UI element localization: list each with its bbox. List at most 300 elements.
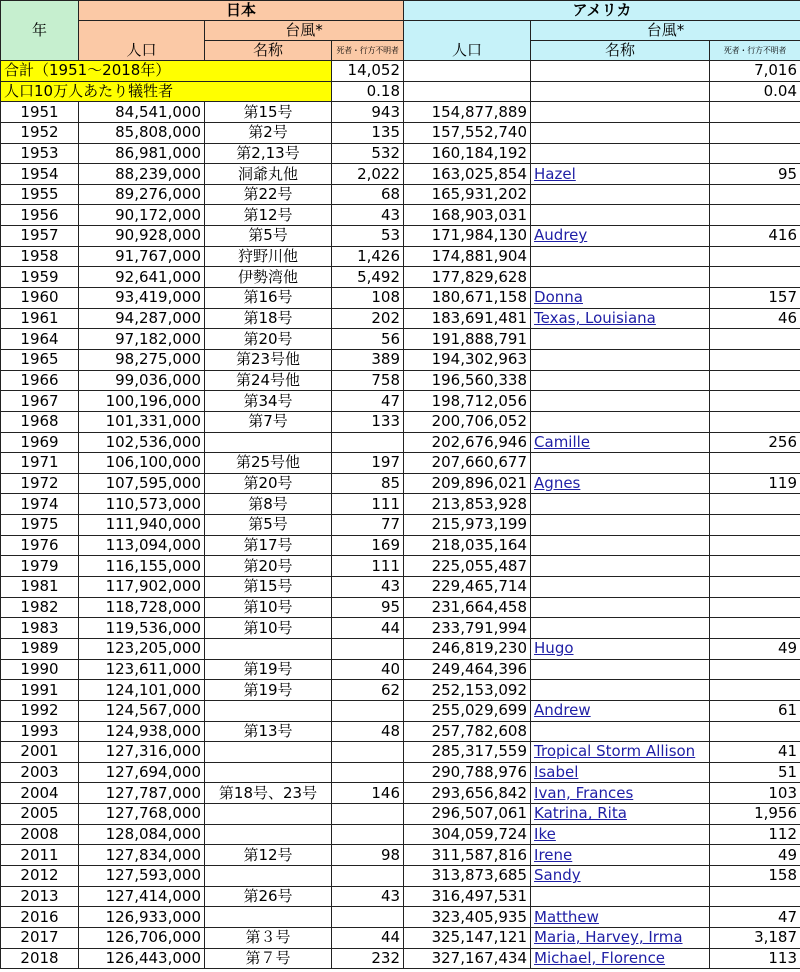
japan-casualties-cell: 1,426 bbox=[332, 246, 404, 267]
japan-casualties-cell bbox=[332, 742, 404, 763]
usa-population-cell: 202,676,946 bbox=[404, 432, 531, 453]
table-row bbox=[1, 638, 800, 659]
japan-typhoon-name-cell bbox=[205, 638, 332, 659]
japan-typhoon-name-cell: 第2号 bbox=[205, 122, 332, 143]
japan-typhoon-name-cell: 第34号 bbox=[205, 391, 332, 412]
japan-casualties-cell bbox=[332, 638, 404, 659]
usa-casualties-cell bbox=[710, 370, 800, 391]
year-cell: 1968 bbox=[1, 411, 79, 432]
usa-population-cell: 200,706,052 bbox=[404, 411, 531, 432]
japan-casualties-cell: 85 bbox=[332, 473, 404, 494]
japan-population-cell: 99,036,000 bbox=[79, 370, 205, 391]
table-row bbox=[1, 164, 800, 185]
japan-casualties-cell bbox=[332, 907, 404, 928]
table-row bbox=[1, 267, 800, 288]
year-cell: 1976 bbox=[1, 535, 79, 556]
japan-casualties-header: 死者・行方不明者 bbox=[332, 41, 404, 61]
usa-casualties-cell: 158 bbox=[710, 865, 800, 886]
table-row bbox=[1, 329, 800, 350]
total-usa-name-empty bbox=[531, 61, 710, 82]
japan-casualties-cell: 758 bbox=[332, 370, 404, 391]
usa-hurricane-name-cell bbox=[531, 391, 710, 412]
usa-hurricane-name-cell bbox=[531, 700, 710, 721]
japan-casualties-cell: 43 bbox=[332, 886, 404, 907]
usa-population-cell: 304,059,724 bbox=[404, 824, 531, 845]
japan-typhoon-name-cell bbox=[205, 804, 332, 825]
japan-typhoon-name-cell: 第24号他 bbox=[205, 370, 332, 391]
table-row bbox=[1, 700, 800, 721]
japan-population-cell: 124,567,000 bbox=[79, 700, 205, 721]
japan-population-cell: 93,419,000 bbox=[79, 288, 205, 309]
japan-population-cell: 123,205,000 bbox=[79, 638, 205, 659]
year-cell: 1967 bbox=[1, 391, 79, 412]
japan-population-cell: 118,728,000 bbox=[79, 597, 205, 618]
table-row bbox=[1, 102, 800, 123]
japan-casualties-cell: 68 bbox=[332, 184, 404, 205]
usa-population-cell: 246,819,230 bbox=[404, 638, 531, 659]
japan-typhoon-name-cell: 第18号 bbox=[205, 308, 332, 329]
usa-population-cell: 198,712,056 bbox=[404, 391, 531, 412]
hurricane-link[interactable]: Maria, Harvey, Irma bbox=[534, 928, 683, 947]
usa-casualties-cell bbox=[710, 494, 800, 515]
year-cell: 1974 bbox=[1, 494, 79, 515]
table-row bbox=[1, 226, 800, 247]
usa-hurricane-name-cell bbox=[531, 556, 710, 577]
usa-population-cell: 215,973,199 bbox=[404, 515, 531, 536]
table-row bbox=[1, 742, 800, 763]
usa-casualties-cell bbox=[710, 391, 800, 412]
japan-population-cell: 127,834,000 bbox=[79, 845, 205, 866]
japan-typhoon-name-cell bbox=[205, 742, 332, 763]
japan-population-cell: 106,100,000 bbox=[79, 453, 205, 474]
japan-population-cell: 90,172,000 bbox=[79, 205, 205, 226]
usa-population-cell: 290,788,976 bbox=[404, 762, 531, 783]
japan-casualties-cell: 47 bbox=[332, 391, 404, 412]
japan-typhoon-header: 台風* bbox=[205, 21, 404, 41]
usa-hurricane-name-cell bbox=[531, 122, 710, 143]
year-cell: 2001 bbox=[1, 742, 79, 763]
hurricane-link[interactable]: Tropical Storm Allison bbox=[534, 742, 696, 761]
hurricane-link[interactable]: Hazel bbox=[534, 164, 576, 183]
usa-population-cell: 296,507,061 bbox=[404, 804, 531, 825]
japan-typhoon-name-cell: 第12号 bbox=[205, 205, 332, 226]
japan-population-cell: 127,593,000 bbox=[79, 865, 205, 886]
japan-population-cell: 111,940,000 bbox=[79, 515, 205, 536]
usa-casualties-cell bbox=[710, 577, 800, 598]
japan-population-cell: 88,239,000 bbox=[79, 164, 205, 185]
japan-population-cell: 91,767,000 bbox=[79, 246, 205, 267]
table-row bbox=[1, 907, 800, 928]
table-row bbox=[1, 184, 800, 205]
year-cell: 1969 bbox=[1, 432, 79, 453]
usa-hurricane-header: 台風* bbox=[531, 21, 800, 41]
hurricane-link[interactable]: Ike bbox=[534, 825, 556, 844]
japan-typhoon-name-cell: 第25号他 bbox=[205, 453, 332, 474]
usa-hurricane-name-cell bbox=[531, 288, 710, 309]
usa-casualties-cell: 51 bbox=[710, 762, 800, 783]
year-cell: 2008 bbox=[1, 824, 79, 845]
usa-population-cell: 225,055,487 bbox=[404, 556, 531, 577]
usa-population-cell: 233,791,994 bbox=[404, 618, 531, 639]
japan-typhoon-name-cell: 第20号 bbox=[205, 473, 332, 494]
usa-casualties-cell: 157 bbox=[710, 288, 800, 309]
year-cell: 1971 bbox=[1, 453, 79, 474]
usa-casualties-cell: 61 bbox=[710, 700, 800, 721]
year-cell: 1959 bbox=[1, 267, 79, 288]
usa-casualties-cell bbox=[710, 329, 800, 350]
japan-typhoon-name-cell: 第7号 bbox=[205, 411, 332, 432]
japan-typhoon-name-cell: 第20号 bbox=[205, 556, 332, 577]
japan-typhoon-name-cell bbox=[205, 824, 332, 845]
year-cell: 1955 bbox=[1, 184, 79, 205]
usa-header: アメリカ bbox=[404, 1, 800, 21]
table-row bbox=[1, 143, 800, 164]
usa-casualties-cell bbox=[710, 618, 800, 639]
total-japan: 14,052 bbox=[332, 61, 404, 82]
japan-typhoon-name-cell: 第19号 bbox=[205, 659, 332, 680]
usa-population-cell: 231,664,458 bbox=[404, 597, 531, 618]
table-row bbox=[1, 948, 800, 969]
table-row bbox=[1, 556, 800, 577]
year-cell: 1953 bbox=[1, 143, 79, 164]
year-cell: 1952 bbox=[1, 122, 79, 143]
japan-population-cell: 119,536,000 bbox=[79, 618, 205, 639]
japan-casualties-cell: 53 bbox=[332, 226, 404, 247]
usa-hurricane-name-cell bbox=[531, 267, 710, 288]
usa-hurricane-name-cell bbox=[531, 102, 710, 123]
usa-population-cell: 213,853,928 bbox=[404, 494, 531, 515]
usa-casualties-cell bbox=[710, 453, 800, 474]
table-row bbox=[1, 659, 800, 680]
japan-casualties-cell: 943 bbox=[332, 102, 404, 123]
usa-population-cell: 311,587,816 bbox=[404, 845, 531, 866]
usa-hurricane-name-cell bbox=[531, 907, 710, 928]
usa-population-header: 人口 bbox=[404, 21, 531, 61]
usa-population-cell: 313,873,685 bbox=[404, 865, 531, 886]
japan-population-cell: 100,196,000 bbox=[79, 391, 205, 412]
table-row bbox=[1, 845, 800, 866]
japan-casualties-cell: 108 bbox=[332, 288, 404, 309]
usa-hurricane-name-cell bbox=[531, 226, 710, 247]
hurricane-link[interactable]: Katrina, Rita bbox=[534, 804, 627, 823]
usa-population-cell: 157,552,740 bbox=[404, 122, 531, 143]
usa-hurricane-name-cell bbox=[531, 762, 710, 783]
year-cell: 2013 bbox=[1, 886, 79, 907]
hurricane-link[interactable]: Donna bbox=[534, 288, 583, 307]
year-cell: 1981 bbox=[1, 577, 79, 598]
japan-population-cell: 84,541,000 bbox=[79, 102, 205, 123]
usa-hurricane-name-cell bbox=[531, 638, 710, 659]
usa-hurricane-name-cell bbox=[531, 721, 710, 742]
japan-name-header: 名称 bbox=[205, 41, 332, 61]
hurricane-link[interactable]: Texas, Louisiana bbox=[534, 309, 656, 327]
usa-population-cell: 207,660,677 bbox=[404, 453, 531, 474]
year-cell: 2018 bbox=[1, 948, 79, 969]
year-cell: 2016 bbox=[1, 907, 79, 928]
japan-population-cell: 85,808,000 bbox=[79, 122, 205, 143]
usa-hurricane-name-cell bbox=[531, 184, 710, 205]
usa-casualties-cell: 47 bbox=[710, 907, 800, 928]
year-cell: 1958 bbox=[1, 246, 79, 267]
japan-casualties-cell: 43 bbox=[332, 205, 404, 226]
year-cell: 2004 bbox=[1, 783, 79, 804]
japan-typhoon-name-cell: 第22号 bbox=[205, 184, 332, 205]
usa-casualties-cell bbox=[710, 246, 800, 267]
usa-hurricane-name-cell bbox=[531, 494, 710, 515]
japan-population-cell: 97,182,000 bbox=[79, 329, 205, 350]
usa-casualties-cell bbox=[710, 267, 800, 288]
japan-casualties-cell: 169 bbox=[332, 535, 404, 556]
usa-casualties-cell: 256 bbox=[710, 432, 800, 453]
hurricane-link[interactable]: Andrew bbox=[534, 701, 591, 720]
year-cell: 1966 bbox=[1, 370, 79, 391]
usa-hurricane-name-cell bbox=[531, 577, 710, 598]
table-row bbox=[1, 804, 800, 825]
hurricane-link[interactable]: Ivan, Frances bbox=[534, 783, 634, 802]
japan-casualties-cell bbox=[332, 432, 404, 453]
usa-casualties-cell: 41 bbox=[710, 742, 800, 763]
usa-casualties-cell: 3,187 bbox=[710, 927, 800, 948]
japan-population-cell: 126,933,000 bbox=[79, 907, 205, 928]
japan-population-cell: 127,694,000 bbox=[79, 762, 205, 783]
year-cell: 2017 bbox=[1, 927, 79, 948]
usa-casualties-cell bbox=[710, 597, 800, 618]
japan-casualties-cell: 5,492 bbox=[332, 267, 404, 288]
table-row bbox=[1, 762, 800, 783]
usa-hurricane-name-cell bbox=[531, 824, 710, 845]
usa-casualties-cell: 49 bbox=[710, 845, 800, 866]
year-cell: 1989 bbox=[1, 638, 79, 659]
usa-hurricane-name-cell bbox=[531, 948, 710, 969]
usa-casualties-cell bbox=[710, 556, 800, 577]
usa-casualties-cell bbox=[710, 122, 800, 143]
japan-casualties-cell: 62 bbox=[332, 680, 404, 701]
japan-casualties-cell: 98 bbox=[332, 845, 404, 866]
japan-casualties-cell: 43 bbox=[332, 577, 404, 598]
japan-population-cell: 126,706,000 bbox=[79, 927, 205, 948]
japan-casualties-cell: 532 bbox=[332, 143, 404, 164]
hurricane-link[interactable]: Agnes bbox=[534, 474, 581, 493]
table-row bbox=[1, 308, 800, 329]
usa-population-cell: 316,497,531 bbox=[404, 886, 531, 907]
usa-hurricane-name-cell bbox=[531, 205, 710, 226]
usa-hurricane-name-cell bbox=[531, 432, 710, 453]
japan-typhoon-name-cell bbox=[205, 432, 332, 453]
japan-casualties-cell bbox=[332, 865, 404, 886]
japan-casualties-cell: 111 bbox=[332, 556, 404, 577]
usa-hurricane-name-cell bbox=[531, 680, 710, 701]
usa-casualties-cell: 1,956 bbox=[710, 804, 800, 825]
usa-population-cell: 163,025,854 bbox=[404, 164, 531, 185]
usa-population-cell: 191,888,791 bbox=[404, 329, 531, 350]
table-row bbox=[1, 494, 800, 515]
hurricane-link[interactable]: Irene bbox=[534, 845, 573, 864]
year-cell: 1972 bbox=[1, 473, 79, 494]
usa-population-cell: 255,029,699 bbox=[404, 700, 531, 721]
usa-casualties-cell: 103 bbox=[710, 783, 800, 804]
usa-name-header: 名称 bbox=[531, 41, 710, 61]
per100k-japan: 0.18 bbox=[332, 81, 404, 102]
japan-typhoon-name-cell: 第10号 bbox=[205, 597, 332, 618]
japan-population-cell: 101,331,000 bbox=[79, 411, 205, 432]
usa-hurricane-name-cell bbox=[531, 515, 710, 536]
japan-typhoon-name-cell: 第2,13号 bbox=[205, 143, 332, 164]
usa-hurricane-name-cell bbox=[531, 370, 710, 391]
japan-population-cell: 124,101,000 bbox=[79, 680, 205, 701]
year-cell: 1954 bbox=[1, 164, 79, 185]
usa-hurricane-name-cell bbox=[531, 143, 710, 164]
japan-casualties-cell: 44 bbox=[332, 927, 404, 948]
japan-casualties-cell: 40 bbox=[332, 659, 404, 680]
usa-casualties-cell bbox=[710, 184, 800, 205]
usa-population-cell: 293,656,842 bbox=[404, 783, 531, 804]
japan-casualties-cell: 77 bbox=[332, 515, 404, 536]
year-cell: 1960 bbox=[1, 288, 79, 309]
japan-population-cell: 127,414,000 bbox=[79, 886, 205, 907]
year-header: 年 bbox=[1, 1, 79, 61]
japan-typhoon-name-cell: 第18号、23号 bbox=[205, 783, 332, 804]
japan-population-cell: 128,084,000 bbox=[79, 824, 205, 845]
year-cell: 2005 bbox=[1, 804, 79, 825]
usa-population-cell: 209,896,021 bbox=[404, 473, 531, 494]
table-row bbox=[1, 618, 800, 639]
hurricane-link[interactable]: Michael, Florence bbox=[534, 948, 666, 967]
table-row bbox=[1, 370, 800, 391]
year-cell: 2012 bbox=[1, 865, 79, 886]
japan-typhoon-name-cell: 第26号 bbox=[205, 886, 332, 907]
japan-casualties-cell: 111 bbox=[332, 494, 404, 515]
year-cell: 1957 bbox=[1, 226, 79, 247]
japan-casualties-cell: 2,022 bbox=[332, 164, 404, 185]
japan-typhoon-name-cell: 第5号 bbox=[205, 515, 332, 536]
usa-hurricane-name-cell bbox=[531, 742, 710, 763]
table-row bbox=[1, 411, 800, 432]
japan-typhoon-name-cell: 第23号他 bbox=[205, 349, 332, 370]
table-row bbox=[1, 535, 800, 556]
japan-casualties-cell bbox=[332, 700, 404, 721]
japan-typhoon-name-cell: 第19号 bbox=[205, 680, 332, 701]
usa-hurricane-name-cell bbox=[531, 308, 710, 329]
usa-casualties-cell bbox=[710, 515, 800, 536]
usa-hurricane-name-cell bbox=[531, 597, 710, 618]
table-row bbox=[1, 288, 800, 309]
usa-casualties-cell bbox=[710, 535, 800, 556]
usa-population-cell: 229,465,714 bbox=[404, 577, 531, 598]
year-cell: 1992 bbox=[1, 700, 79, 721]
japan-population-cell: 94,287,000 bbox=[79, 308, 205, 329]
japan-casualties-cell: 56 bbox=[332, 329, 404, 350]
year-cell: 1961 bbox=[1, 308, 79, 329]
japan-casualties-cell: 202 bbox=[332, 308, 404, 329]
usa-casualties-cell bbox=[710, 143, 800, 164]
usa-hurricane-name-cell bbox=[531, 927, 710, 948]
japan-population-cell: 98,275,000 bbox=[79, 349, 205, 370]
usa-hurricane-name-cell bbox=[531, 535, 710, 556]
year-cell: 1951 bbox=[1, 102, 79, 123]
japan-casualties-cell: 48 bbox=[332, 721, 404, 742]
table-row bbox=[1, 391, 800, 412]
usa-casualties-cell: 113 bbox=[710, 948, 800, 969]
japan-population-cell: 117,902,000 bbox=[79, 577, 205, 598]
usa-casualties-cell bbox=[710, 659, 800, 680]
usa-hurricane-name-cell bbox=[531, 845, 710, 866]
usa-hurricane-name-cell bbox=[531, 783, 710, 804]
usa-casualties-cell bbox=[710, 886, 800, 907]
table-row bbox=[1, 824, 800, 845]
hurricane-link[interactable]: Audrey bbox=[534, 226, 588, 245]
japan-typhoon-name-cell: 第15号 bbox=[205, 102, 332, 123]
japan-typhoon-name-cell: 洞爺丸他 bbox=[205, 164, 332, 185]
japan-typhoon-name-cell bbox=[205, 762, 332, 783]
usa-casualties-cell bbox=[710, 411, 800, 432]
year-cell: 1991 bbox=[1, 680, 79, 701]
year-cell: 1990 bbox=[1, 659, 79, 680]
usa-hurricane-name-cell bbox=[531, 473, 710, 494]
japan-population-cell: 113,094,000 bbox=[79, 535, 205, 556]
usa-population-cell: 171,984,130 bbox=[404, 226, 531, 247]
table-row bbox=[1, 865, 800, 886]
japan-casualties-cell: 197 bbox=[332, 453, 404, 474]
table-row bbox=[1, 721, 800, 742]
usa-hurricane-name-cell bbox=[531, 349, 710, 370]
japan-typhoon-name-cell: 第20号 bbox=[205, 329, 332, 350]
table-row bbox=[1, 432, 800, 453]
table-row bbox=[1, 246, 800, 267]
usa-casualties-cell bbox=[710, 680, 800, 701]
japan-casualties-cell: 133 bbox=[332, 411, 404, 432]
japan-population-cell: 123,611,000 bbox=[79, 659, 205, 680]
japan-casualties-cell bbox=[332, 762, 404, 783]
usa-population-cell: 177,829,628 bbox=[404, 267, 531, 288]
hurricane-link[interactable]: Isabel bbox=[534, 763, 579, 782]
japan-casualties-cell: 389 bbox=[332, 349, 404, 370]
total-label: 合計（1951～2018年） bbox=[1, 61, 332, 82]
usa-hurricane-name-cell bbox=[531, 164, 710, 185]
usa-population-cell: 218,035,164 bbox=[404, 535, 531, 556]
japan-population-cell: 92,641,000 bbox=[79, 267, 205, 288]
japan-population-cell: 127,787,000 bbox=[79, 783, 205, 804]
hurricane-link[interactable]: Sandy bbox=[534, 866, 581, 885]
japan-population-cell: 126,443,000 bbox=[79, 948, 205, 969]
japan-typhoon-name-cell: 伊勢湾他 bbox=[205, 267, 332, 288]
japan-population-cell: 86,981,000 bbox=[79, 143, 205, 164]
usa-casualties-cell: 112 bbox=[710, 824, 800, 845]
usa-hurricane-name-cell bbox=[531, 329, 710, 350]
japan-typhoon-name-cell: 第5号 bbox=[205, 226, 332, 247]
japan-casualties-cell bbox=[332, 824, 404, 845]
japan-typhoon-name-cell bbox=[205, 865, 332, 886]
japan-typhoon-name-cell: 第７号 bbox=[205, 948, 332, 969]
usa-population-cell: 285,317,559 bbox=[404, 742, 531, 763]
year-cell: 1975 bbox=[1, 515, 79, 536]
usa-population-cell: 154,877,889 bbox=[404, 102, 531, 123]
hurricane-link[interactable]: Hugo bbox=[534, 639, 574, 658]
year-cell: 2003 bbox=[1, 762, 79, 783]
usa-hurricane-name-cell bbox=[531, 659, 710, 680]
year-cell: 1956 bbox=[1, 205, 79, 226]
hurricane-link[interactable]: Matthew bbox=[534, 907, 599, 926]
table-row bbox=[1, 453, 800, 474]
year-cell: 1965 bbox=[1, 349, 79, 370]
usa-casualties-cell: 95 bbox=[710, 164, 800, 185]
total-usa: 7,016 bbox=[710, 61, 800, 82]
table-row bbox=[1, 122, 800, 143]
usa-casualties-cell: 46 bbox=[710, 308, 800, 329]
hurricane-link[interactable]: Camille bbox=[534, 432, 591, 451]
table-row bbox=[1, 597, 800, 618]
table-row bbox=[1, 680, 800, 701]
year-cell: 1983 bbox=[1, 618, 79, 639]
